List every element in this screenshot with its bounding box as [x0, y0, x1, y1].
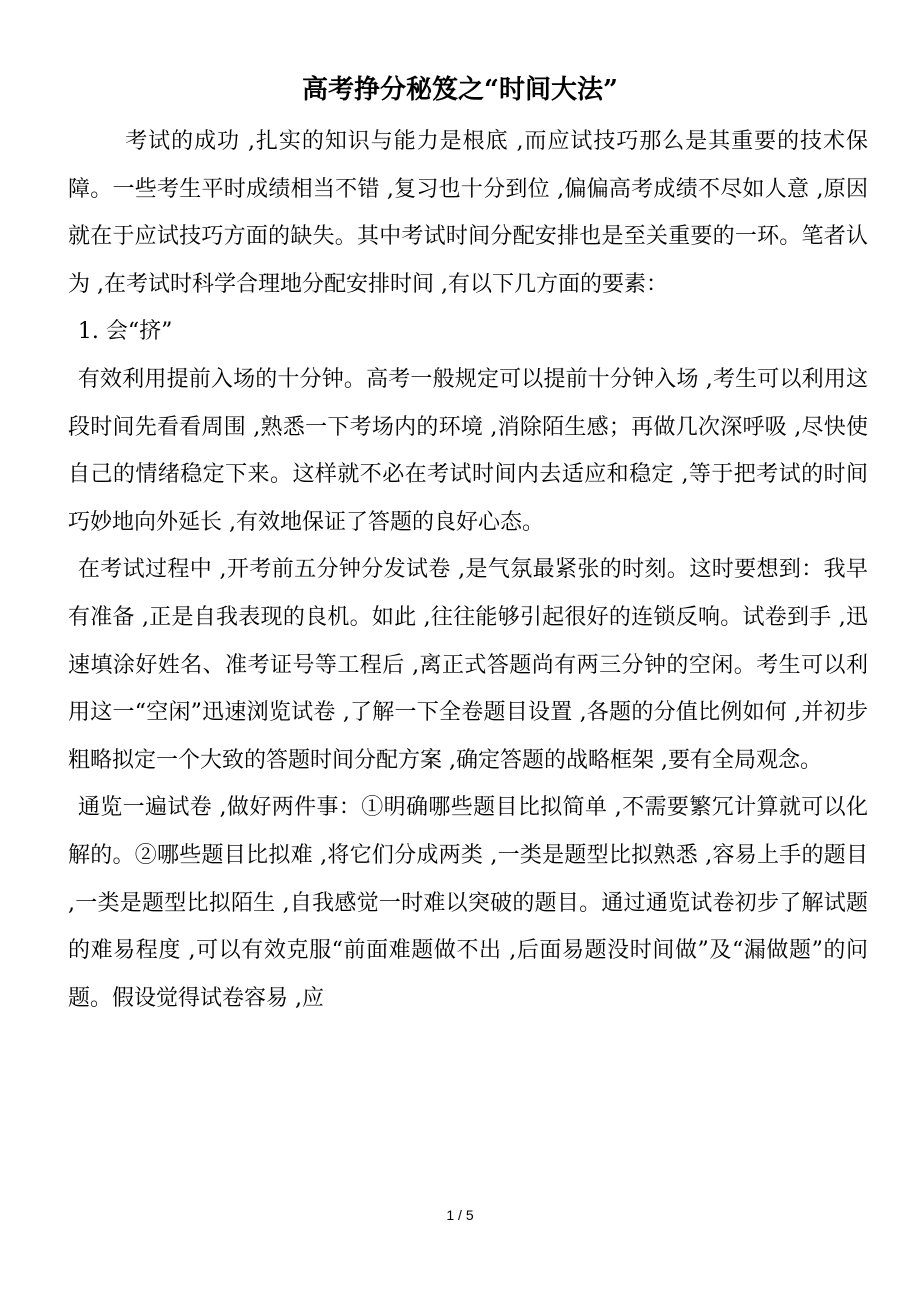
- paragraph-intro: 考试的成功 ,扎实的知识与能力是根底 ,而应试技巧那么是其重要的技术保障。一些考生平时成绩相当不错 ,复习也十分到位 ,偏偏高考成绩不尽如人意 ,原因就在于应试技巧方面的缺失。其中考试时间分配安排也是至关重要的一环。笔者认为 ,在考试时科学合理地分配安排时间 ,有以下几方面的要素：: [68, 129, 868, 297]
- document-body: [68, 118, 868, 1022]
- page-number: 1 / 5: [446, 1207, 474, 1223]
- document-title: 高考挣分秘笈之“时间大法”: [302, 75, 618, 105]
- section-heading-squeeze: 1. 会“挤”: [77, 319, 173, 345]
- paragraph-early-entry: 有效利用提前入场的十分钟。高考一般规定可以提前十分钟入场 ,考生可以利用这段时间先看看周围 ,熟悉一下考场内的环境 ,消除陌生感；再做几次深呼吸 ,尽快使自己的情绪稳定下来。这样就不必在考试时间内去适应和稳定 ,等于把考试的时间巧妙地向外延长 ,有效地保证了答题的良好心态。: [68, 366, 868, 535]
- paragraph-exam-process: 在考试过程中 ,开考前五分钟分发试卷 ,是气氛最紧张的时刻。这时要想到：我早有准备 ,正是自我表现的良机。如此 ,往往能够引起很好的连锁反响。试卷到手 ,迅速填涂好姓名、准考证号等工程后 ,离正式答题尚有两三分钟的空闲。考生可以利用这一“空闲”迅速浏览试卷 ,了解一下全卷题目设置 ,各题的分值比例如何 ,并初步粗略拟定一个大致的答题时间分配方案 ,确定答题的战略框架 ,要有全局观念。: [68, 557, 868, 773]
- paragraph-overview: 通览一遍试卷 ,做好两件事：①明确哪些题目比拟简单 ,不需要繁冗计算就可以化解的。②哪些题目比拟难 ,将它们分成两类 ,一类是题型比拟熟悉 ,容易上手的题目 ,一类是题型比拟陌生 ,自我感觉一时难以突破的题目。通过通览试卷初步了解试题的难易程度 ,可以有效克服“前面难题做不出 ,后面易题没时间做”及“漏做题”的问题。假设觉得试卷容易 ,应: [68, 795, 868, 1011]
